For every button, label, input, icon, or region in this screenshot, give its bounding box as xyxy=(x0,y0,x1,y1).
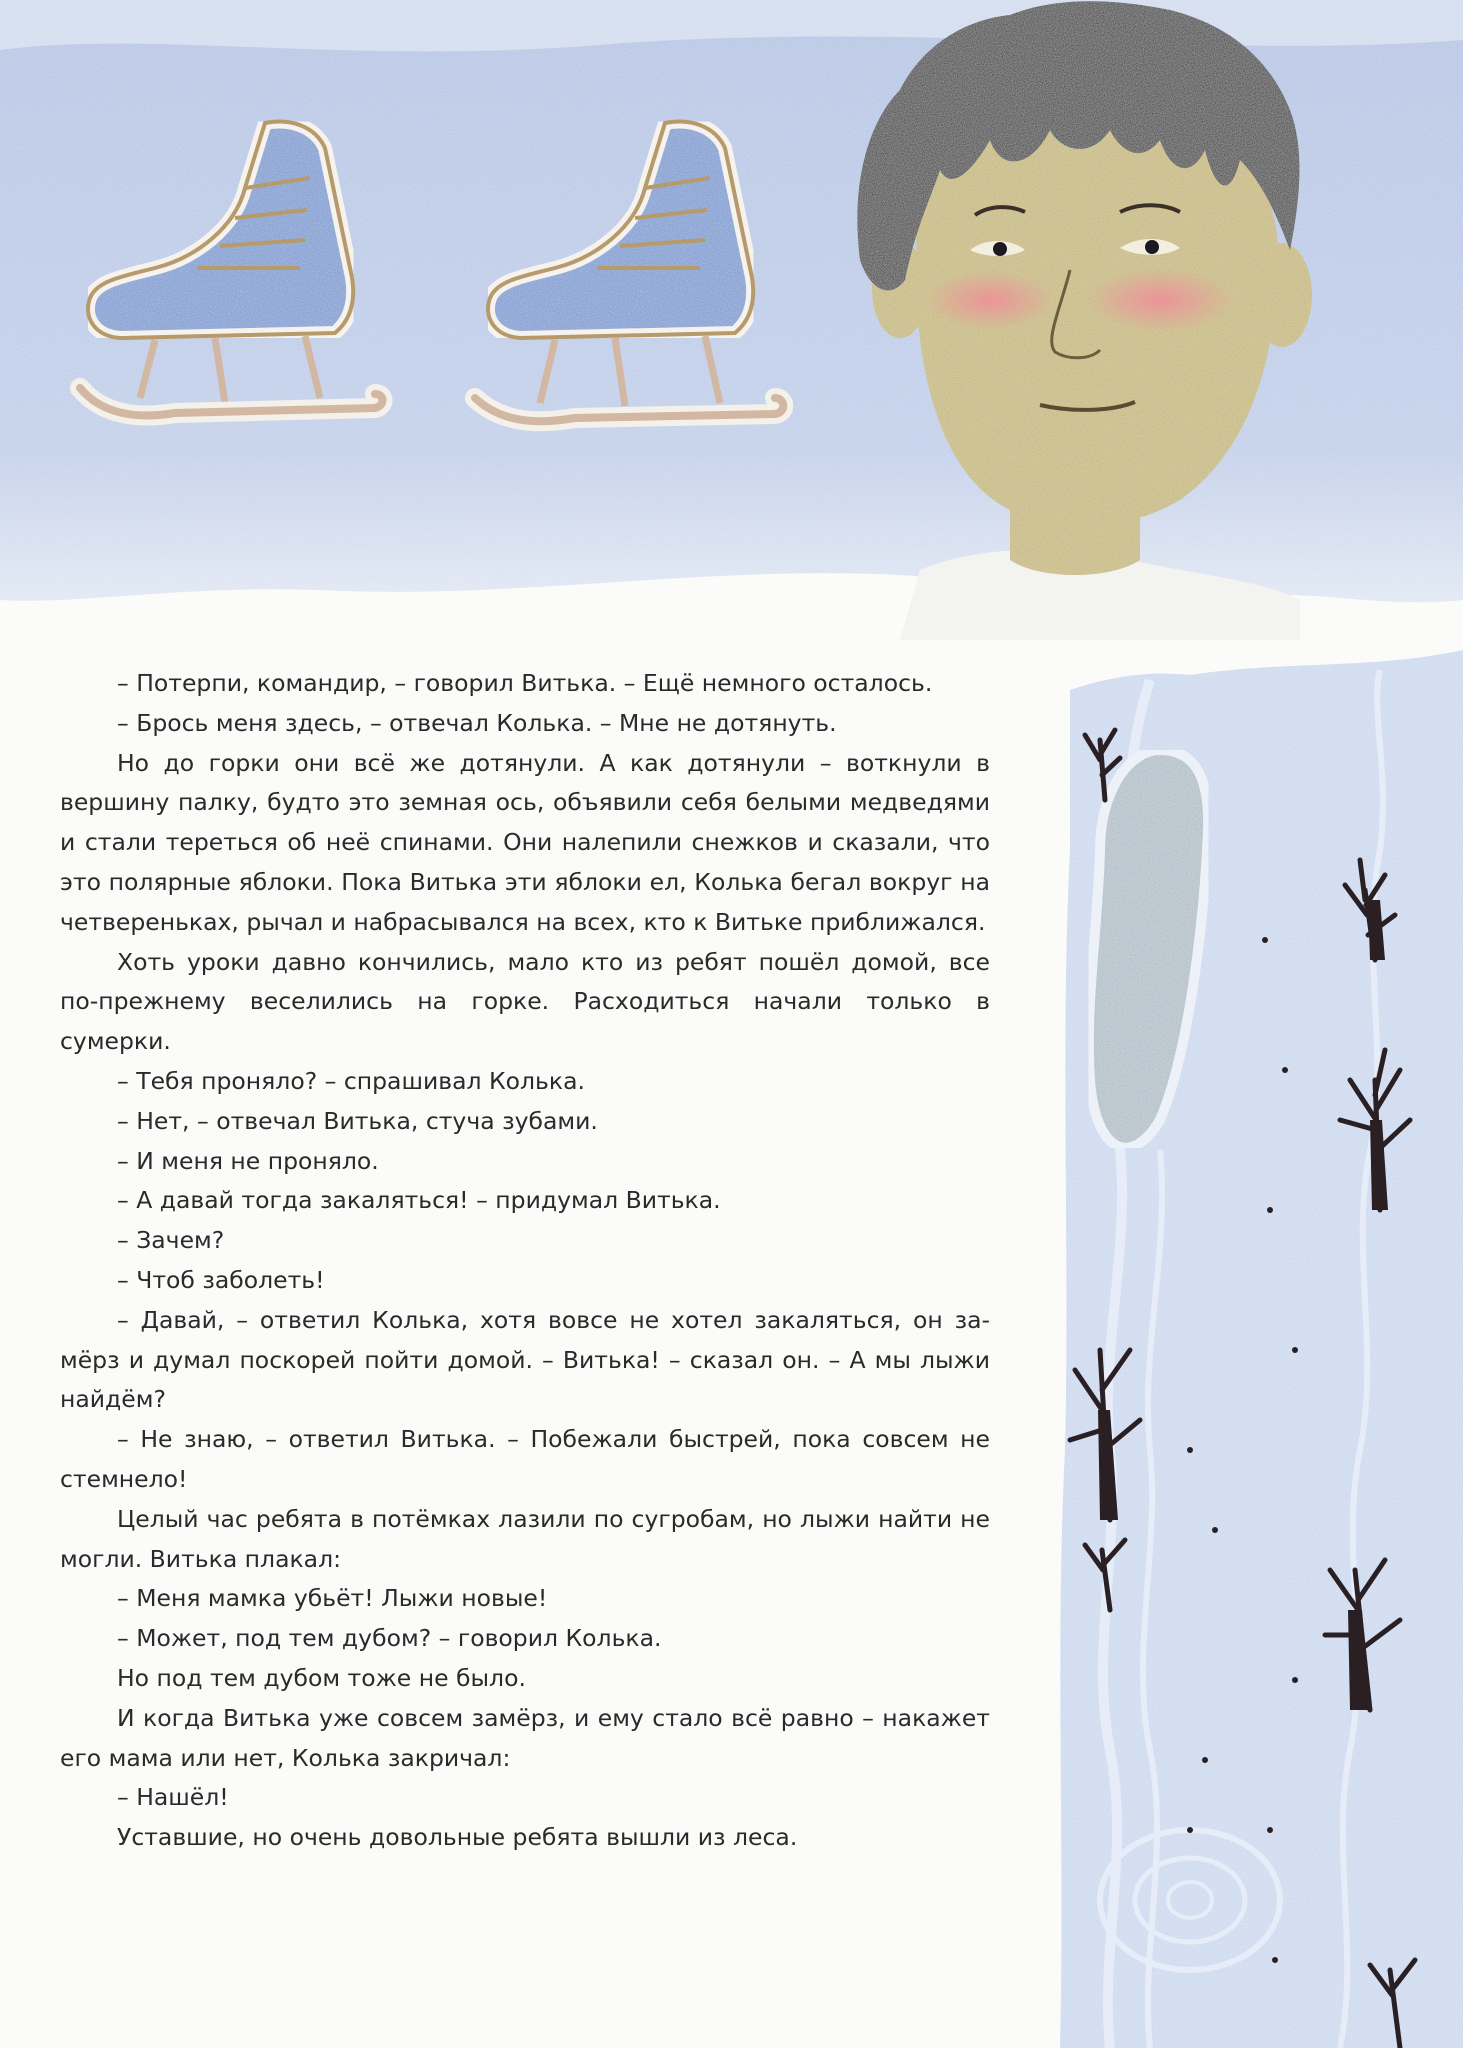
story-paragraph: – Зачем? xyxy=(117,1226,225,1255)
story-paragraph: – Нашёл! xyxy=(117,1783,229,1812)
story-paragraph: – А давай тогда закаляться! – придумал Витька. xyxy=(117,1186,721,1215)
story-paragraph: Уставшие, но очень довольные ребята вышли из леса. xyxy=(117,1823,798,1852)
story-paragraph: – Чтоб заболеть! xyxy=(117,1265,325,1294)
story-paragraph: Целый час ребята в потёмках лазили по сугробам, но лыжи найти не могли. Витька плакал: xyxy=(60,1504,990,1573)
story-paragraph: – Тебя проняло? – спрашивал Колька. xyxy=(117,1066,585,1095)
top-illustration xyxy=(0,0,1463,640)
story-paragraph: – Меня мамка убьёт! Лыжи новые! xyxy=(117,1584,548,1613)
story-paragraph: – Может, под тем дубом? – говорил Колька. xyxy=(117,1624,662,1653)
story-paragraph: Но до горки они всё же дотянули. А как дотянули – воткнули в вершину палку, будто это земная ось, объявили себя белыми медведями и стали тереться об неё спинами. Они налепили снежков и сказали, что это полярные яблоки. Пока Витька эти яблоки ел, Колька бегал вокруг на четвереньках, рычал и набрасывался на всех, кто к Витьке приближался. xyxy=(60,748,990,936)
story-paragraph: – Не знаю, – ответил Витька. – Побежали быстрей, пока совсем не стемнело! xyxy=(60,1425,990,1493)
story-paragraph: – И меня не проняло. xyxy=(117,1146,379,1175)
story-paragraph: – Нет, – отвечал Витька, стуча зубами. xyxy=(117,1106,598,1135)
story-paragraph: – Потерпи, командир, – говорил Витька. – Ещё немного осталось. xyxy=(117,669,933,697)
story-paragraph: Хоть уроки давно кончились, мало кто из ребят пошёл домой, все по-прежнему веселились на горке. Расходиться начали только в сумерки. xyxy=(60,947,990,1056)
story-paragraph: Но под тем дубом тоже не было. xyxy=(117,1663,526,1692)
story-paragraph: И когда Витька уже совсем замёрз, и ему стало всё равно – накажет его мама или нет, Колька закричал: xyxy=(60,1703,990,1772)
story-paragraph: – Брось меня здесь, – отвечал Колька. – Мне не дотянуть. xyxy=(117,708,837,737)
story-paragraph: – Давай, – ответил Колька, хотя вовсе не хотел закаляться, он замёрз и думал поскорей пойти домой. – Витька! – сказал он. – А мы лыжи найдём? xyxy=(60,1305,990,1414)
side-illustration xyxy=(1040,650,1463,2048)
story-text xyxy=(60,664,990,1858)
